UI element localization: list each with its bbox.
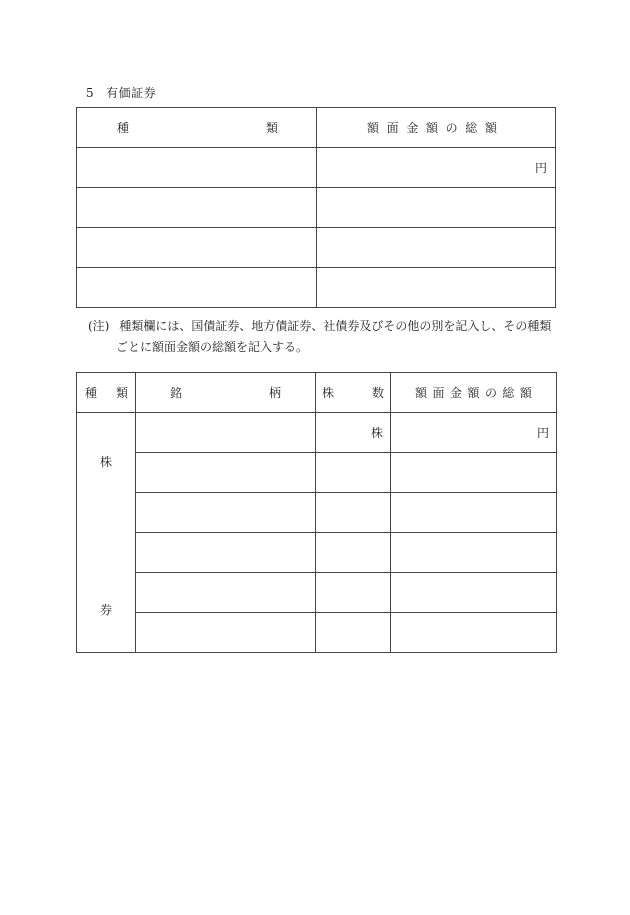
amount-cell[interactable] bbox=[317, 188, 556, 228]
amount-cell[interactable] bbox=[391, 533, 557, 573]
amount-cell[interactable] bbox=[317, 268, 556, 308]
yen-unit: 円 bbox=[534, 161, 547, 175]
amount-cell[interactable] bbox=[391, 493, 557, 533]
header-face-value-total: 額 面 金 額 の 総 額 bbox=[317, 108, 556, 148]
header-shares: 株 数 bbox=[316, 373, 391, 413]
note bbox=[88, 316, 558, 358]
header-type: 種 類 bbox=[77, 108, 317, 148]
shares-cell[interactable] bbox=[316, 453, 391, 493]
shares-cell[interactable] bbox=[316, 533, 391, 573]
table-row bbox=[77, 148, 556, 188]
amount-cell[interactable] bbox=[317, 148, 556, 188]
shares-cell[interactable] bbox=[316, 573, 391, 613]
table-row bbox=[77, 188, 556, 228]
brand-cell[interactable] bbox=[136, 413, 316, 453]
brand-cell[interactable] bbox=[136, 613, 316, 653]
note-line-1: 種類欄には、国債証券、地方債証券、社債券及びその他の別を記入し、その種類 bbox=[119, 319, 552, 333]
table-row bbox=[77, 573, 557, 613]
type-cell[interactable] bbox=[77, 228, 317, 268]
shares-cell[interactable] bbox=[316, 493, 391, 533]
table-row bbox=[77, 268, 556, 308]
type-cell[interactable] bbox=[77, 148, 317, 188]
securities-summary-table bbox=[76, 107, 556, 308]
amount-cell[interactable] bbox=[391, 453, 557, 493]
table-header-row bbox=[77, 373, 557, 413]
yen-unit: 円 bbox=[536, 426, 549, 440]
note-line-2: ごとに額面金額の総額を記入する。 bbox=[116, 340, 309, 354]
brand-cell[interactable] bbox=[136, 493, 316, 533]
table-row bbox=[77, 533, 557, 573]
table-row bbox=[77, 613, 557, 653]
stock-certificate-type-cell bbox=[77, 413, 136, 653]
brand-cell[interactable] bbox=[136, 453, 316, 493]
shares-cell[interactable] bbox=[316, 613, 391, 653]
table-row bbox=[77, 453, 557, 493]
header-type: 種 類 bbox=[77, 373, 136, 413]
amount-cell[interactable] bbox=[317, 228, 556, 268]
table-row bbox=[77, 228, 556, 268]
type-cell[interactable] bbox=[77, 268, 317, 308]
table-row bbox=[77, 493, 557, 533]
section-title: 有価証券 bbox=[106, 86, 157, 100]
amount-cell[interactable] bbox=[391, 573, 557, 613]
table-row bbox=[77, 413, 557, 453]
type-char-kabu: 株 bbox=[99, 455, 112, 469]
brand-cell[interactable] bbox=[136, 533, 316, 573]
brand-cell[interactable] bbox=[136, 573, 316, 613]
type-cell[interactable] bbox=[77, 188, 317, 228]
section-heading bbox=[86, 84, 156, 101]
table-header-row bbox=[77, 108, 556, 148]
shares-cell[interactable] bbox=[316, 413, 391, 453]
shares-unit: 株 bbox=[370, 426, 383, 440]
header-face-value-total: 額 面 金 額 の 総 額 bbox=[391, 373, 557, 413]
amount-cell[interactable] bbox=[391, 613, 557, 653]
header-brand: 銘 柄 bbox=[136, 373, 316, 413]
stock-certificates-table bbox=[76, 372, 557, 653]
note-label: (注) bbox=[88, 319, 110, 333]
type-char-ken: 券 bbox=[99, 603, 112, 617]
section-number: 5 bbox=[86, 86, 95, 100]
amount-cell[interactable] bbox=[391, 413, 557, 453]
